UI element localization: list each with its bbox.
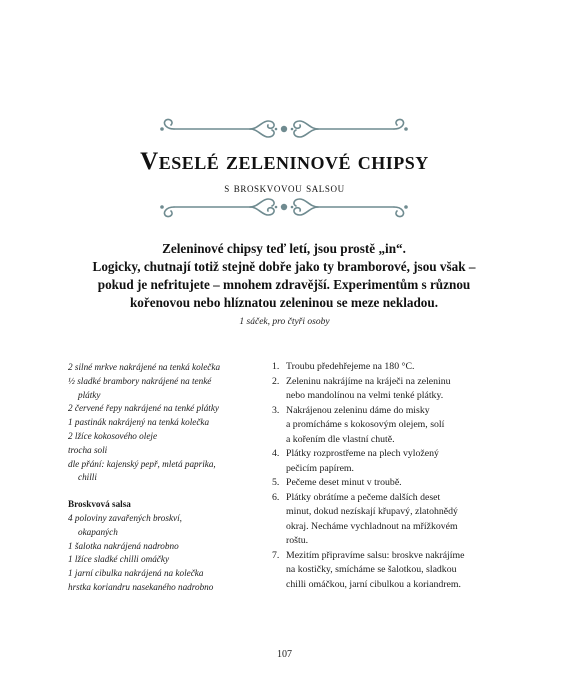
method-step (272, 549, 512, 593)
step-text: na kostičky, smícháme se šalotkou, sladkou (286, 564, 457, 575)
step-number: 2. (272, 375, 280, 387)
step-text: Plátky obrátíme a pečeme dalších deset (286, 491, 441, 503)
intro-line: pokud je nefritujete – mnohem zdravější. Experimentům s různou (97, 277, 471, 292)
ingredient-item: 1 pastinák nakrájený na tenká kolečka (68, 417, 210, 428)
intro-line: Zeleninové chipsy teď letí, jsou prostě „in“. (162, 241, 406, 256)
decorative-divider-bottom (154, 196, 414, 218)
step-number: 3. (272, 404, 280, 416)
step-text: a promícháme s kokosovým olejem, solí (286, 419, 445, 430)
ingredient-item: 2 silné mrkve nakrájené na tenká kolečka (68, 362, 221, 372)
method-step (272, 375, 512, 404)
step-text: Zeleninu nakrájíme na kráječi na zeleninu (286, 375, 451, 387)
salsa-ingredient-item: 4 poloviny zavařených broskví, (68, 512, 182, 523)
salsa-ingredient-item: 1 lžíce sladké chilli omáčky (68, 554, 170, 565)
method-step (272, 447, 512, 476)
salsa-heading: Broskvová salsa (68, 499, 131, 510)
step-text: a kořením dle vlastní chutě. (286, 433, 395, 445)
salsa-ingredient-item: 1 šalotka nakrájená nadrobno (68, 540, 179, 551)
intro-paragraph (68, 240, 500, 312)
recipe-title: Veselé zeleninové chipsy (140, 148, 429, 175)
step-text: chilli omáčkou, jarní cibulkou a koriandrem. (286, 578, 461, 590)
ingredient-item: dle přání: kajenský pepř, mletá paprika, (68, 458, 216, 469)
ingredients-list (68, 361, 258, 595)
ingredient-item: ½ sladké brambory nakrájené na tenké (68, 375, 212, 386)
intro-line: kořenovou nebo hlíznatou zeleninou se meze nekladou. (129, 295, 439, 310)
decorative-divider-top (154, 118, 414, 140)
step-number: 4. (272, 448, 280, 459)
step-text: roštu. (286, 535, 309, 546)
recipe-subtitle: s broskvovou salsou (224, 180, 345, 195)
salsa-ingredient-item: hrstka koriandru nasekaného nadrobno (68, 581, 214, 592)
step-text: Pečeme deset minut v troubě. (286, 477, 402, 488)
step-number: 7. (272, 549, 280, 561)
ingredient-item: 2 lžíce kokosového oleje (68, 430, 158, 441)
step-number: 6. (272, 491, 280, 503)
step-text: Troubu předehřejeme na 180 °C. (286, 361, 415, 372)
ingredient-item: trocha soli (68, 444, 108, 455)
step-number: 1. (272, 361, 280, 372)
step-text: minut, dokud nezískají křupavý, zlatohnědý (286, 506, 458, 517)
ingredient-item-continuation: chilli (78, 472, 97, 483)
ingredient-item: 2 červené řepy nakrájené na tenké plátky (68, 403, 220, 414)
step-text: Plátky rozprostřeme na plech vyložený (286, 448, 439, 459)
page-number: 107 (277, 649, 292, 660)
step-text: okraj. Necháme vychladnout na mřížkovém (286, 520, 458, 532)
step-text: Nakrájenou zeleninu dáme do misky (286, 404, 430, 416)
method-step (272, 404, 512, 448)
step-text: nebo mandolínou na velmi tenké plátky. (286, 390, 444, 401)
method-steps (272, 360, 512, 592)
intro-line: Logicky, chutnají totiž stejně dobře jako ty bramborové, jsou však – (92, 259, 476, 274)
method-step (272, 360, 512, 375)
step-number: 5. (272, 477, 280, 488)
method-step (272, 476, 512, 491)
step-text: Mezitím připravíme salsu: broskve nakrájíme (286, 549, 465, 561)
servings-note: 1 sáček, pro čtyři osoby (239, 317, 330, 327)
method-step (272, 491, 512, 549)
salsa-ingredient-item-continuation: okapaných (78, 526, 118, 537)
step-text: pečicím papírem. (286, 462, 355, 474)
salsa-ingredient-item: 1 jarní cibulka nakrájená na kolečka (68, 568, 204, 579)
ingredient-item-continuation: plátky (78, 389, 101, 400)
